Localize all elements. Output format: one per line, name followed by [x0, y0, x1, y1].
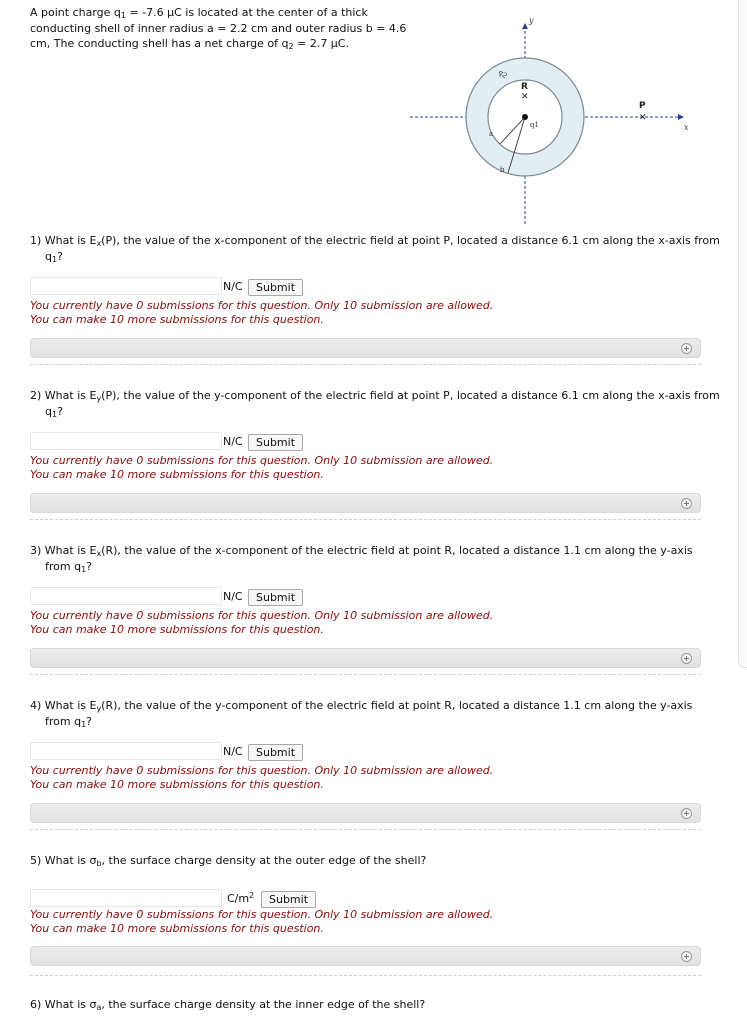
submit-button[interactable]: Submit [248, 589, 303, 606]
question-1 [0, 233, 747, 389]
divider [30, 975, 701, 976]
answer-input[interactable] [30, 889, 222, 907]
unit-label: N/C [223, 590, 243, 603]
question-4 [0, 698, 747, 854]
point-p-label: P [639, 101, 646, 111]
submit-button[interactable]: Submit [248, 744, 303, 761]
question-2 [0, 388, 747, 544]
point-charge-q1 [522, 114, 528, 120]
submission-remaining-message: You can make 10 more submissions for this question. [30, 623, 324, 636]
submission-remaining-message: You can make 10 more submissions for this question. [30, 468, 324, 481]
submission-count-message: You currently have 0 submissions for this question. Only 10 submission are allowed. [30, 908, 494, 921]
question-3 [0, 543, 747, 699]
expand-plus-icon[interactable] [681, 498, 692, 509]
q2-label: q2 [496, 68, 509, 81]
question-text: 2) What is $E_y(P)$, the value of the y-component of the electric field at point P, located a distance 6.1 cm along the x-axis from $q_1$? [30, 389, 720, 419]
y-axis-label: y [529, 16, 534, 25]
unit-label: N/C [223, 280, 243, 293]
unit-label: N/C [223, 435, 243, 448]
submission-remaining-message: You can make 10 more submissions for this question. [30, 313, 324, 326]
point-r-marker: ✕ [521, 92, 529, 102]
submit-button[interactable]: Submit [248, 434, 303, 451]
submission-count-message: You currently have 0 submissions for this question. Only 10 submission are allowed. [30, 764, 494, 777]
question-6: 6) What is $\sigma_a$, the surface charge density at the inner edge of the shell? [30, 998, 426, 1012]
submission-remaining-message: You can make 10 more submissions for this question. [30, 778, 324, 791]
expand-plus-icon[interactable] [681, 808, 692, 819]
answer-input[interactable] [30, 587, 222, 605]
submission-count-message: You currently have 0 submissions for this question. Only 10 submission are allowed. [30, 299, 494, 312]
question-text: 4) What is $E_y(R)$, the value of the y-component of the electric field at point R, located a distance 1.1 cm along the y-axis from $q_1$? [30, 699, 693, 729]
answer-input[interactable] [30, 277, 222, 295]
shell-diagram [405, 12, 705, 226]
expand-bar[interactable] [30, 946, 701, 966]
answer-row [30, 742, 310, 762]
submission-remaining-message: You can make 10 more submissions for this question. [30, 922, 324, 935]
divider [30, 364, 701, 365]
x-axis-label: x [684, 123, 689, 132]
divider [30, 674, 701, 675]
problem-line-1: A point charge $q_1 = -7.6$ µC is located at the center of a thick [30, 6, 368, 20]
question-text: 5) What is $\sigma_b$, the surface charge density at the outer edge of the shell? [30, 854, 427, 868]
answer-row [30, 587, 310, 607]
unit-label: $C/m^2$ [227, 891, 255, 905]
submission-count-message: You currently have 0 submissions for this question. Only 10 submission are allowed. [30, 609, 494, 622]
unit-label: N/C [223, 745, 243, 758]
answer-input[interactable] [30, 742, 222, 760]
radius-b-label: b [500, 166, 505, 174]
expand-bar[interactable] [30, 803, 701, 823]
expand-plus-icon[interactable] [681, 653, 692, 664]
problem-statement [30, 5, 420, 52]
expand-plus-icon[interactable] [681, 951, 692, 962]
answer-row [30, 432, 310, 452]
question-text: 3) What is $E_x(R)$, the value of the x-component of the electric field at point R, located a distance 1.1 cm along the y-axis from $q_1$? [30, 544, 693, 574]
problem-line-2: conducting shell of inner radius a = 2.2 cm and outer radius b = 4.6 [30, 21, 407, 35]
radius-a-label: a [489, 130, 494, 138]
divider [30, 829, 701, 830]
expand-bar[interactable] [30, 648, 701, 668]
expand-plus-icon[interactable] [681, 343, 692, 354]
point-r-label: R [521, 82, 528, 92]
answer-input[interactable] [30, 432, 222, 450]
answer-row [30, 277, 310, 297]
problem-line-3: cm, The conducting shell has a net charge of $q_2 = 2.7$ µC. [30, 37, 349, 51]
submit-button[interactable]: Submit [261, 891, 316, 908]
expand-bar[interactable] [30, 493, 701, 513]
answer-row [30, 889, 310, 909]
question-5 [0, 853, 747, 1009]
q1-label: q1 [530, 121, 539, 129]
divider [30, 519, 701, 520]
expand-bar[interactable] [30, 338, 701, 358]
question-text: 1) What is $E_x(P)$, the value of the x-component of the electric field at point P, located a distance 6.1 cm along the x-axis from $q_1$? [30, 234, 720, 264]
point-p-marker: ✕ [639, 113, 647, 123]
submit-button[interactable]: Submit [248, 279, 303, 296]
submission-count-message: You currently have 0 submissions for this question. Only 10 submission are allowed. [30, 454, 494, 467]
